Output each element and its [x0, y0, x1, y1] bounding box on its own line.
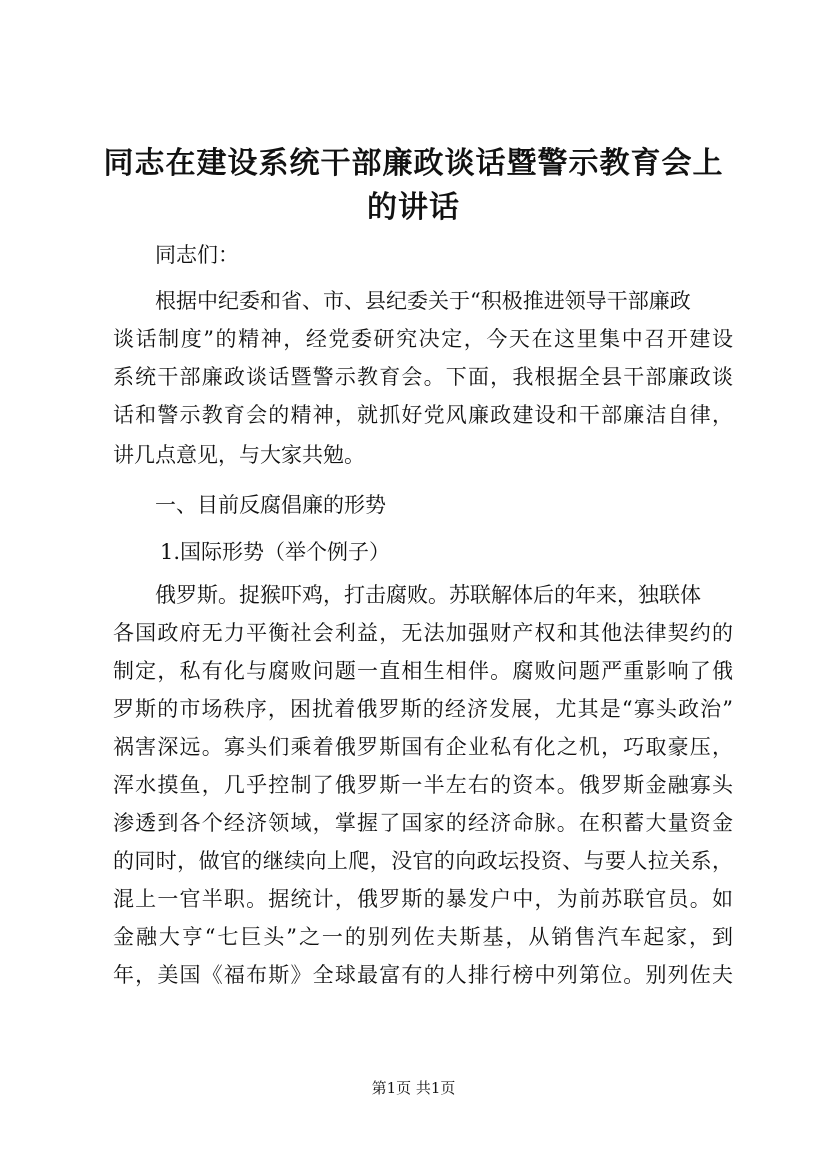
para2-line-10: 金融大亨“七巨头”之一的别列佐夫斯基，从销售汽车起家，到 — [113, 925, 733, 949]
page-number: 第1页 共1页 — [371, 1079, 456, 1097]
para1-line-3: 系统干部廉政谈话暨警示教育会。下面，我根据全县干部廉政谈 — [113, 365, 733, 389]
greeting: 同志们： — [155, 243, 239, 267]
para2-line-6: 浑水摸鱼，几乎控制了俄罗斯一半左右的资本。俄罗斯金融寡头 — [113, 773, 733, 797]
para2-line-3: 制定，私有化与腐败问题一直相生相伴。腐败问题严重影响了俄 — [113, 659, 733, 683]
para2-line-1: 俄罗斯。捉猴吓鸡，打击腐败。苏联解体后的年来，独联体 — [155, 583, 701, 607]
title-line-1: 同志在建设系统干部廉政谈话暨警示教育会上 — [103, 146, 724, 181]
para2-line-5: 祸害深远。寡头们乘着俄罗斯国有企业私有化之机，巧取豪压， — [113, 735, 733, 759]
para1-line-2: 谈话制度”的精神，经党委研究决定，今天在这里集中召开建设 — [113, 327, 733, 351]
document-title — [100, 142, 727, 230]
para2-line-2: 各国政府无力平衡社会利益，无法加强财产权和其他法律契约的 — [113, 621, 733, 645]
para2-line-8: 的同时，做官的继续向上爬，没官的向政坛投资、与要人拉关系， — [113, 849, 733, 873]
section-heading-2: 1.国际形势（举个例子） — [160, 540, 391, 564]
section-heading-1: 一、目前反腐倡廉的形势 — [155, 493, 386, 517]
para2-line-4: 罗斯的市场秩序，困扰着俄罗斯的经济发展，尤其是“寡头政治” — [113, 697, 733, 721]
para1-line-5: 讲几点意见，与大家共勉。 — [113, 443, 365, 467]
para2-line-11: 年，美国《福布斯》全球最富有的人排行榜中列第位。别列佐夫 — [113, 963, 733, 987]
para1-line-4: 话和警示教育会的精神，就抓好党风廉政建设和干部廉洁自律， — [113, 403, 733, 427]
para2-line-9: 混上一官半职。据统计，俄罗斯的暴发户中，为前苏联官员。如 — [113, 887, 733, 911]
title-line-2: 的讲话 — [367, 190, 460, 225]
para1-line-1: 根据中纪委和省、市、县纪委关于“积极推进领导干部廉政 — [155, 289, 691, 313]
para2-line-7: 渗透到各个经济领域，掌握了国家的经济命脉。在积蓄大量资金 — [113, 811, 733, 835]
